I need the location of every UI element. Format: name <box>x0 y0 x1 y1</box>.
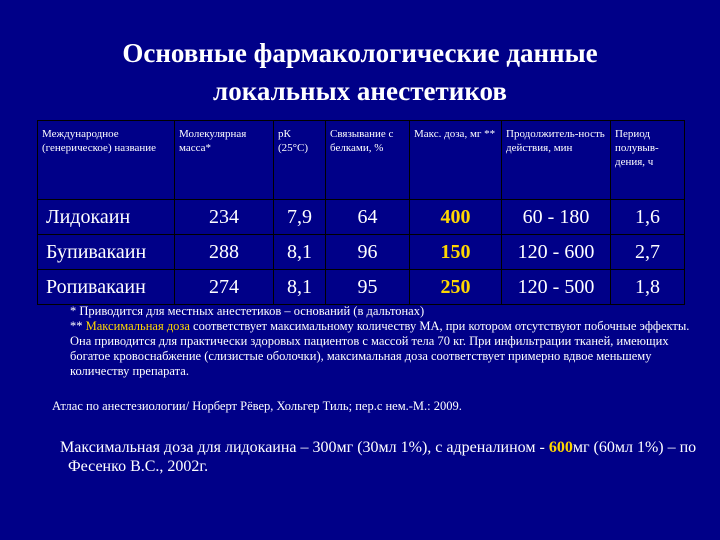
maxdose-text-1: Максимальная доза для лидокаина – 300мг (30мл 1%), с адреналином - <box>60 439 549 456</box>
cell-pk: 8,1 <box>274 270 326 305</box>
footnote-marker: ** <box>70 319 86 333</box>
header-molecular-mass: Молекулярная масса* <box>175 121 274 200</box>
header-duration: Продолжитель-ность действия, мин <box>502 121 611 200</box>
cell-molecular-mass: 288 <box>175 235 274 270</box>
cell-name: Ропивакаин <box>38 270 175 305</box>
cell-half-life: 2,7 <box>611 235 685 270</box>
footnotes <box>70 304 700 379</box>
footnote-highlight: Максимальная доза <box>85 319 190 333</box>
cell-half-life: 1,8 <box>611 270 685 305</box>
cell-max-dose: 150 <box>410 235 502 270</box>
header-name: Международное (генерическое) название <box>38 121 175 200</box>
cell-name: Лидокаин <box>38 200 175 235</box>
header-half-life: Период полувыв-дения, ч <box>611 121 685 200</box>
maxdose-text-2: мг (60мл 1%) – по Фесенко В.С., 2002г. <box>68 439 697 475</box>
cell-protein-binding: 96 <box>326 235 410 270</box>
slide-title <box>40 34 680 110</box>
cell-molecular-mass: 234 <box>175 200 274 235</box>
cell-duration: 120 - 500 <box>502 270 611 305</box>
footnote-max-dose <box>70 319 700 379</box>
cell-pk: 8,1 <box>274 235 326 270</box>
cell-protein-binding: 64 <box>326 200 410 235</box>
cell-duration: 60 - 180 <box>502 200 611 235</box>
table-header-row <box>38 121 685 200</box>
title-line-1: Основные фармакологические данные <box>122 38 598 68</box>
cell-name: Бупивакаин <box>38 235 175 270</box>
cell-half-life: 1,6 <box>611 200 685 235</box>
footnote-molecular-mass: * Приводится для местных анестетиков – оснований (в дальтонах) <box>70 304 425 318</box>
table-row <box>38 270 685 305</box>
header-protein-binding: Связывание с белками, % <box>326 121 410 200</box>
maxdose-value: 600 <box>548 439 573 456</box>
anesthetics-table <box>37 120 685 305</box>
cell-protein-binding: 95 <box>326 270 410 305</box>
title-line-2: локальных анестетиков <box>213 76 507 106</box>
cell-duration: 120 - 600 <box>502 235 611 270</box>
footnote-text: соответствует максимальному количеству МА, при котором отсутствуют побочные эффекты. Она приводится для практически здоровых пациентов с массой тела 70 кг. При инфильтрации тканей, имеющих богатое кровоснабжение (слизистые оболочки), максимальная доза соответствует примерно вдвое меньшему количеству препарата. <box>70 319 690 378</box>
cell-molecular-mass: 274 <box>175 270 274 305</box>
header-max-dose: Макс. доза, мг ** <box>410 121 502 200</box>
table-row <box>38 200 685 235</box>
cell-max-dose: 250 <box>410 270 502 305</box>
source-citation: Атлас по анестезиологии/ Норберт Рёвер, Хольгер Тиль; пер.с нем.-М.: 2009. <box>52 399 462 413</box>
cell-max-dose: 400 <box>410 200 502 235</box>
header-pk: рК (25°С) <box>274 121 326 200</box>
cell-pk: 7,9 <box>274 200 326 235</box>
table-row <box>38 235 685 270</box>
lidocaine-max-dose-note <box>60 438 718 476</box>
